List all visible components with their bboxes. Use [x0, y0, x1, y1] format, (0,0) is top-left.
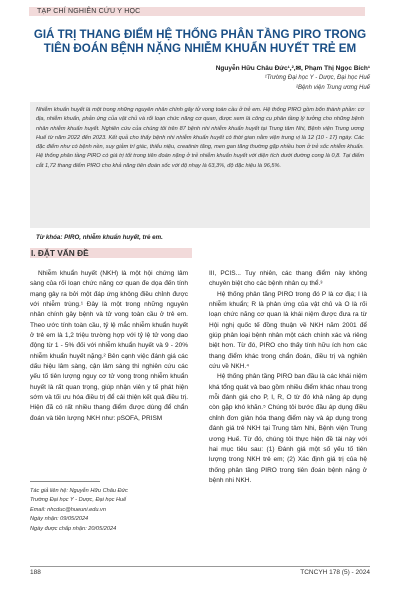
affiliation-1: ¹Trường Đại học Y - Dược, Đại học Huế	[264, 75, 370, 81]
body-column-left	[30, 269, 188, 424]
keywords: Từ khóa: PIRO, nhiễm khuẩn huyết, trẻ em.	[36, 234, 163, 241]
footnote-line: Trường Đại học Y - Dược, Đại học Huế	[30, 497, 127, 504]
paragraph: Nhiễm khuẩn huyết (NKH) là một hội chứng lâm sàng của rối loạn chức năng cơ quan đe dọa đến tính mạng gây ra bởi một đáp ứng không điều chỉnh được với nhiễm trùng.¹ Đây là một trong những nguyên nhân chính gây bệnh và tử vong toàn cầu ở trẻ em. Theo ước tính toàn cầu, tỷ lệ mắc nhiễm khuẩn huyết ở trẻ em là 1,2 triệu trường hợp với tỷ lệ tử vong dao động từ 1 - 5% đối với nhiễm khuẩn huyết và 9 - 20% nhiễm khuẩn huyết nặng.² Bên cạnh việc đánh giá các dấu hiệu lâm sàng, cận lâm sàng thì nghiên cứu các yếu tố tiên lượng nguy cơ tử vong trong nhiễm khuẩn huyết là rất quan trọng, giúp nhận viên y tế phát hiện sớm và tối ưu hóa điều trị để cải thiện kết quả điều trị. Hiện đã có rất nhiều thang điểm được dùng để chẩn đoán và tiên lượng NKH như: pSOFA, PRISM	[30, 270, 188, 422]
footnote-line: Ngày được chấp nhận: 20/05/2024	[30, 525, 117, 532]
footnote-line: Tác giả liên hệ: Nguyễn Hữu Châu Đức	[30, 488, 128, 494]
page-number: 188	[30, 569, 41, 576]
footnote	[30, 487, 190, 534]
footer-journal: TCNCYH 178 (5) - 2024	[300, 569, 370, 576]
paragraph: Hệ thống phân tầng PIRO ban đầu là các khái niệm khá tổng quát và bao gồm nhiều điểm khác nhau trong mỗi đánh giá cho P, I, R, O từ đó khả năng áp dụng còn gặp khó khăn.⁵ Chúng tôi bước đầu áp dụng điều chỉnh đơn giản hóa thang điểm này và áp dụng trong đánh giá trẻ NKH tại Trung tâm Nhi, Bệnh viện Trung ương Huế. Từ đó, chúng tôi thực hiện đề tài này với hai mục tiêu sau: (1) Đánh giá một số yếu tố tiên lượng trong NKH trẻ em; (2) Xác định giá trị của hệ thống phân tầng PIRO trong tiên đoán bệnh nặng ở bệnh nhi NKH.	[209, 373, 367, 484]
footnote-line: Email: nhcduc@hueuni.edu.vn	[30, 506, 106, 513]
footnote-line: Ngày nhận: 09/05/2024	[30, 516, 89, 523]
article-title: GIÁ TRỊ THANG ĐIỂM HỆ THỐNG PHÂN TẦNG PIRO TRONG TIÊN ĐOÁN BỆNH NẶNG NHIỄM KHUẨN HUYẾT TRẺ EM	[33, 28, 367, 55]
journal-name: TẠP CHÍ NGHIÊN CỨU Y HỌC	[37, 8, 141, 15]
paragraph: Hệ thống phân tầng PIRO trong đó P là cơ địa; I là nhiễm khuẩn; R là phản ứng của vật chủ và O là rối loạn chức năng cơ quan là khái niệm được đưa ra từ Hội nghị quốc tế đồng thuận về NKH năm 2001 để giúp phân loại bệnh nhân một cách chính xác và riêng biệt hơn. Từ đó, PIRO cho thấy tính hữu ích hơn các thang điểm khác trong chẩn đoán, điều trị và nghiên cứu về NKH.⁴	[209, 290, 367, 371]
authors: Nguyễn Hữu Châu Đức¹,²,✉, Phạm Thị Ngọc Bích¹	[215, 65, 370, 72]
abstract-box	[30, 102, 370, 228]
section-title: I. ĐẶT VẤN ĐỀ	[30, 248, 192, 258]
body-column-right	[209, 269, 367, 486]
footnote-rule	[30, 481, 100, 482]
abstract-text: Nhiễm khuẩn huyết là một trong những nguyên nhân chính gây tử vong toàn cầu ở trẻ em. Hệ thống PIRO gồm bốn thành phần: cơ địa, nhiễm khuẩn, phản ứng của vật chủ và rối loạn chức năng cơ quan, được xem là công cụ phân tầng lý tưởng cho những bệnh nhân nhiễm khuẩn huyết. Nghiên cứu của chúng tôi trên 87 bệnh nhi nhiễm khuẩn huyết tại Trung tâm Nhi, Bệnh viện Trung ương Huế từ năm 2022 đến 2023. Kết quả cho thấy bệnh nhi nhiễm khuẩn huyết có thời gian nằm viện trung vị là 12 (10 - 17) ngày. Các đặc điểm như có bệnh nền, suy giảm trí giác, thiểu niệu, creatinin tăng, men gan tăng thường gặp nhiều hơn ở trẻ sốc nhiễm khuẩn. Hệ thống phân tầng PIRO có giá trị tốt trong tiên đoán nặng ở trẻ nhiễm khuẩn huyết với diện tích dưới đường cong là 0,8. Tại điểm cắt 1,72 thang điểm PIRO cho khả năng tiên đoán sốc với độ nhạy là 63,3%, độ đặc hiệu là 96,5%.	[36, 107, 364, 169]
affiliation-2: ²Bệnh viện Trung ương Huế	[295, 85, 370, 91]
footer-rule	[30, 566, 370, 567]
paragraph: III, PCIS... Tuy nhiên, các thang điểm này không chuyên biệt cho các bệnh nhân cụ thể.³	[209, 270, 367, 288]
